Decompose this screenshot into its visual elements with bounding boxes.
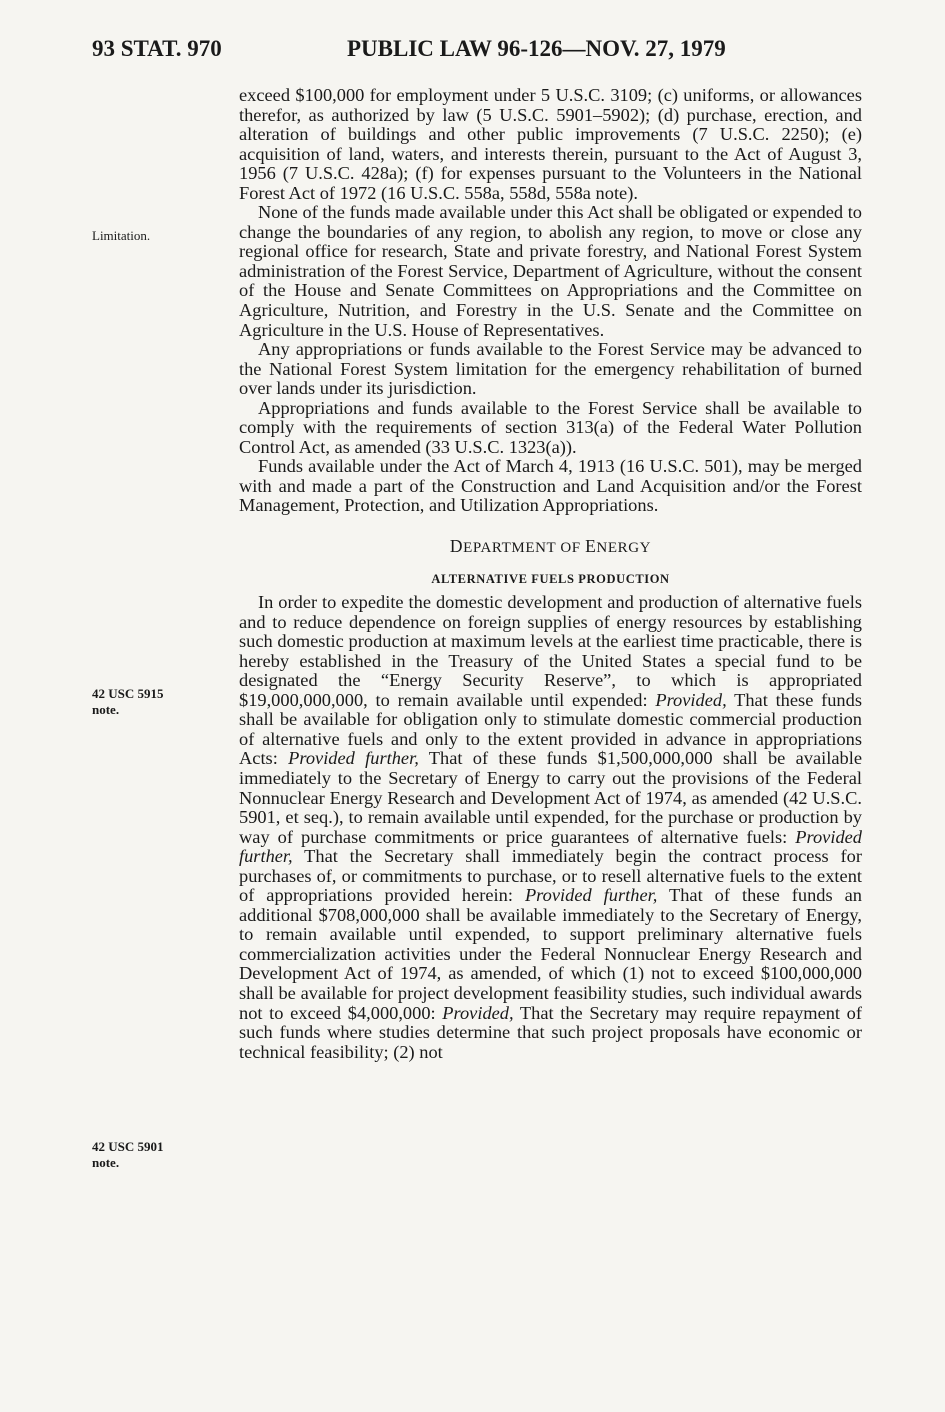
heading-smallcaps: EPARTMENT OF <box>463 540 586 557</box>
paragraph-water-pollution: Appropriations and funds available to the Forest Service shall be available to comply with the requirements of section 313(a) of the Federal Water Pollution Control Act, as amended (33 U.S.C. 1323(a)). <box>239 397 862 457</box>
paragraph-continued: exceed $100,000 for employment under 5 U.S.C. 3109; (c) uniforms, or allowances therefor, as authorized by law (5 U.S.C. 5901–5902); (d) purchase, erection, and alteration of buildings and other public improvements (7 U.S.C. 2250); (e) acquisition of land, waters, and interests therein, pursuant to the Act of August 3, 1956 (7 U.S.C. 428a); (f) for expenses pursuant to the Volunteers in the National Forest Act of 1972 (16 U.S.C. 558a, 558d, 558a note). <box>239 85 862 203</box>
margin-note-suffix: note. <box>92 702 120 717</box>
proviso-italic: Provided further, <box>288 748 419 769</box>
text-run: That of these funds $1,500,000,000 shall be available immediately to the Secretary of Energy to carry out the provisions of the Federal Nonnuclear Energy Research and Development Act of 1974, as amended (42 U.S.C. 5901, et seq.), to remain available until expended, for the purchase or production by way of purchase commitments or price guarantees of alternative fuels: <box>239 748 862 847</box>
paragraph-energy-security-reserve <box>239 593 862 1062</box>
statute-page-number: 93 STAT. 970 <box>92 36 222 61</box>
proviso-italic: Provided further, <box>524 885 658 906</box>
heading-capital: D <box>449 536 464 557</box>
proviso-italic: Provided, <box>655 689 727 710</box>
paragraph-emergency-rehabilitation: Any appropriations or funds available to the Forest Service may be advanced to the National Forest System limitation for the emergency rehabilitation of burned over lands under its jurisdiction. <box>239 339 862 399</box>
text-run: That these funds shall be available for obligation only to stimulate domestic commercial production of alternative fuels and only to the extent provided in advance in appropriations Acts: <box>239 689 862 769</box>
law-title: PUBLIC LAW 96-126—NOV. 27, 1979 <box>347 36 726 61</box>
subheading-alternative-fuels: ALTERNATIVE FUELS PRODUCTION <box>431 572 670 587</box>
heading-capital: E <box>585 536 597 557</box>
text-run: In order to expedite the domestic development and production of alternative fuels and to reduce dependence on foreign supplies of energy resources by establishing such domestic production at maximum levels at the earliest time practicable, there is hereby established in the Treasury of the United States a special fund to be designated the “Energy Security Reserve”, to which is appropriated $19,000,000,000, to remain available until expended: <box>239 592 862 710</box>
text-run: That the Secretary may require repayment of such funds where studies determine that such project proposals have economic or technical feasibility; (2) not <box>239 1002 862 1062</box>
margin-note-citation: 42 USC 5901 <box>92 1139 164 1154</box>
margin-note-suffix: note. <box>92 1155 120 1170</box>
paragraph-merged-funds: Funds available under the Act of March 4, 1913 (16 U.S.C. 501), may be merged with and made a part of the Construction and Land Acquisition and/or the Forest Management, Protection, and Utilization Appropriations. <box>239 456 862 516</box>
margin-note-citation: 42 USC 5915 <box>92 686 164 701</box>
margin-note-limitation: Limitation. <box>92 228 151 243</box>
paragraph-limitation: None of the funds made available under this Act shall be obligated or expended to change the boundaries of any region, to abolish any region, to move or close any regional office for research, State and private forestry, and National Forest System administration of the Forest Service, Department of Agriculture, without the consent of the House and Senate Committees on Appropriations and the Committee on Agriculture, Nutrition, and Forestry in the U.S. Senate and the Committee on Agriculture in the U.S. House of Representatives. <box>239 202 862 340</box>
text-run: That of these funds an additional $708,000,000 shall be available immediately to the Secretary of Energy, to remain available until expended, to support preliminary alternative fuels commercialization activities under the Federal Nonnuclear Energy Research and Development Act of 1974, as amended, of which (1) not to exceed $100,000,000 shall be available for project development feasibility studies, such individual awards not to exceed $4,000,000: <box>239 885 862 1023</box>
proviso-italic: Provided further, <box>239 826 862 867</box>
department-heading <box>239 536 862 556</box>
margin-note-42-usc-5901 <box>92 1139 222 1171</box>
body-text <box>239 86 862 1062</box>
text-run: That the Secretary shall immediately begin the contract process for purchases of, or commitments to purchase, or to resell alternative fuels to the extent of appropriations provided herein: <box>239 846 862 906</box>
page-header <box>92 36 782 66</box>
proviso-italic: Provided, <box>442 1002 514 1023</box>
heading-smallcaps: NERGY <box>596 540 652 557</box>
margin-note-42-usc-5915 <box>92 686 222 718</box>
